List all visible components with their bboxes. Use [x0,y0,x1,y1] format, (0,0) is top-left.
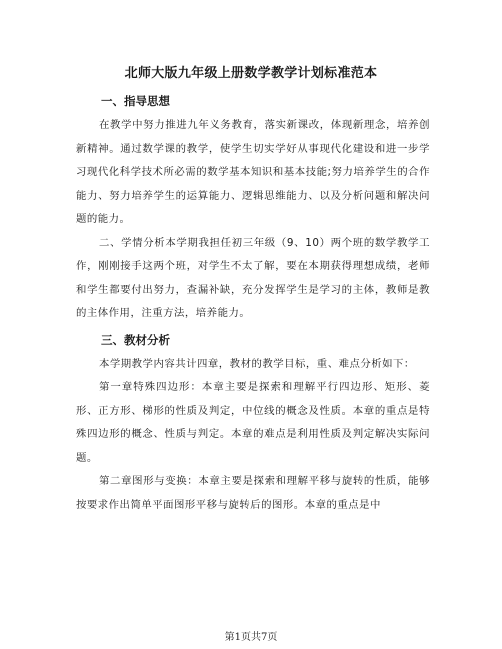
paragraph: 第二章图形与变换：本章主要是探索和理解平移与旋转的性质，能够按要求作出简单平面图形平移与旋转后的图形。本章的重点是中 [76,475,430,511]
section-guiding-ideology [76,91,430,326]
document-title: 北师大版九年级上册数学教学计划标准范本 [124,66,378,81]
section-heading: 一、指导思想 [101,94,170,108]
paragraph: 本学期教学内容共计四章，教材的教学目标，重、难点分析如下： [99,357,415,370]
section-textbook-analysis [76,330,430,518]
paragraph: 第一章特殊四边形：本章主要是探索和理解平行四边形、矩形、菱形、正方形、梯形的性质及判定，中位线的概念及性质。本章的重点是特殊四边形的概念、性质与判定。本章的难点是利用性质及判定解决实际问题。 [76,381,430,464]
page-number-footer: 第1页共7页 [224,632,278,643]
section-heading: 三、教材分析 [101,332,170,347]
paragraph: 在教学中努力推进九年义务教育，落实新课改，体现新理念，培养创新精神。通过数学课的教学，使学生切实学好从事现代化建设和进一步学习现代化科学技术所必需的数学基本知识和基本技能;努力培养学生的合作能力、努力培养学生的运算能力、逻辑思维能力、以及分析问题和解决问题的能力。 [76,119,430,225]
document-body [76,91,430,517]
paragraph: 二、学情分析本学期我担任初三年级（9、10）两个班的数学教学工作，刚刚接手这两个班，对学生不太了解，要在本期获得理想成绩，老师和学生都要付出努力，查漏补缺，充分发挥学生是学习的主体，教师是教的主体作用，注重方法，培养能力。 [76,236,430,319]
